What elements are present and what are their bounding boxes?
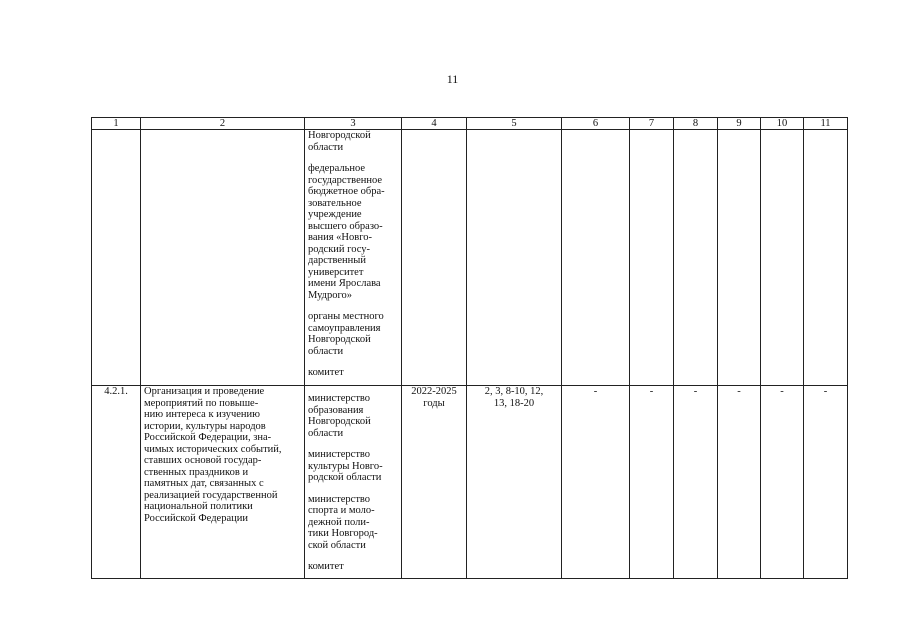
header-col-6: 6 xyxy=(562,118,630,130)
executor-line: министерство xyxy=(308,393,371,404)
header-col-7: 7 xyxy=(630,118,674,130)
row-number: 4.2.1. xyxy=(92,386,141,579)
description-line: истории, культуры народов xyxy=(144,420,266,432)
executor-line: культуры Новго- xyxy=(308,460,383,472)
row-col-10 xyxy=(761,130,804,386)
row-col-9: - xyxy=(718,386,761,579)
executor xyxy=(308,561,398,573)
description-line: реализацией государственной xyxy=(144,489,278,501)
row-col-7: - xyxy=(630,386,674,579)
header-col-9: 9 xyxy=(718,118,761,130)
row-col-7 xyxy=(630,130,674,386)
row-col-10: - xyxy=(761,386,804,579)
executor-line: Мудрого» xyxy=(308,289,353,301)
executor-line: учреждение xyxy=(308,209,362,220)
header-row xyxy=(92,118,848,130)
executor-line: бюджетное обра- xyxy=(308,186,385,197)
page-number: 11 xyxy=(446,72,459,86)
targets-line: 13, 18-20 xyxy=(493,397,535,409)
row-years xyxy=(402,130,467,386)
executor-line: дарственный xyxy=(308,255,366,266)
executor-line: дежной поли- xyxy=(308,516,370,528)
header-col-11: 11 xyxy=(804,118,848,130)
row-col-11 xyxy=(804,130,848,386)
executor-line: комитет xyxy=(308,367,344,378)
description-line: Российской Федерации, зна- xyxy=(144,432,272,443)
executor-line: вания «Новго- xyxy=(308,232,373,243)
description-line: национальной политики xyxy=(144,501,253,512)
description-line: Российской Федерации xyxy=(144,512,248,524)
executor-line: ской области xyxy=(308,539,366,551)
executor xyxy=(308,393,398,439)
row-col-8 xyxy=(674,130,718,386)
row-description xyxy=(141,386,305,579)
row-targets xyxy=(467,130,562,386)
executor-line: родской области xyxy=(308,472,382,483)
description-line: чимых исторических событий, xyxy=(144,443,282,455)
row-col-9 xyxy=(718,130,761,386)
executor-line: Новгородской xyxy=(308,130,371,141)
executor-line: спорта и моло- xyxy=(308,505,375,516)
executor-line: Новгородской xyxy=(308,416,371,427)
executor xyxy=(308,494,398,552)
years-line: годы xyxy=(423,397,445,409)
executor-line: высшего образо- xyxy=(308,220,383,232)
row-col-8: - xyxy=(674,386,718,579)
header-col-5: 5 xyxy=(467,118,562,130)
executor-line: образования xyxy=(308,404,364,416)
description-line: ставших основой государ- xyxy=(144,455,262,466)
row-years xyxy=(402,386,467,579)
executor-line: федеральное xyxy=(308,163,366,174)
executor-line: министерство xyxy=(308,449,371,460)
executor-line: области xyxy=(308,345,344,357)
header-col-10: 10 xyxy=(761,118,804,130)
executor-line: комитет xyxy=(308,561,344,572)
description-line: Организация и проведение xyxy=(144,386,265,397)
description-line: памятных дат, связанных с xyxy=(144,478,264,489)
executor-line: родский госу- xyxy=(308,243,370,255)
table-row xyxy=(92,130,848,386)
executor-line: государственное xyxy=(308,174,383,186)
header-col-2: 2 xyxy=(141,118,305,130)
row-description xyxy=(141,130,305,386)
executor xyxy=(308,449,398,484)
header-col-1: 1 xyxy=(92,118,141,130)
description-line: нию интереса к изучению xyxy=(144,409,260,420)
years-line: 2022-2025 xyxy=(411,386,457,397)
executor xyxy=(308,311,398,357)
executor xyxy=(308,130,398,153)
targets-line: 2, 3, 8-10, 12, xyxy=(484,386,544,397)
executor xyxy=(308,163,398,301)
executor-line: тики Новгород- xyxy=(308,528,378,539)
row-col-6: - xyxy=(562,386,630,579)
executor-line: органы местного xyxy=(308,311,384,322)
row-col-6 xyxy=(562,130,630,386)
row-number xyxy=(92,130,141,386)
row-executors xyxy=(305,386,402,579)
executor-line: Новгородской xyxy=(308,334,371,345)
row-executors xyxy=(305,130,402,386)
plan-table xyxy=(91,117,848,579)
header-col-8: 8 xyxy=(674,118,718,130)
description-line: ственных праздников и xyxy=(144,466,249,478)
row-targets xyxy=(467,386,562,579)
executor-line: самоуправления xyxy=(308,322,381,334)
header-col-3: 3 xyxy=(305,118,402,130)
executor-line: зовательное xyxy=(308,197,362,209)
description-line: мероприятий по повыше- xyxy=(144,397,259,409)
executor-line: университет xyxy=(308,266,364,278)
executor xyxy=(308,367,398,379)
executor-line: имени Ярослава xyxy=(308,278,381,289)
executor-line: области xyxy=(308,141,344,153)
table-row xyxy=(92,386,848,579)
executor-line: области xyxy=(308,427,344,439)
row-col-11: - xyxy=(804,386,848,579)
header-col-4: 4 xyxy=(402,118,467,130)
executor-line: министерство xyxy=(308,493,371,505)
